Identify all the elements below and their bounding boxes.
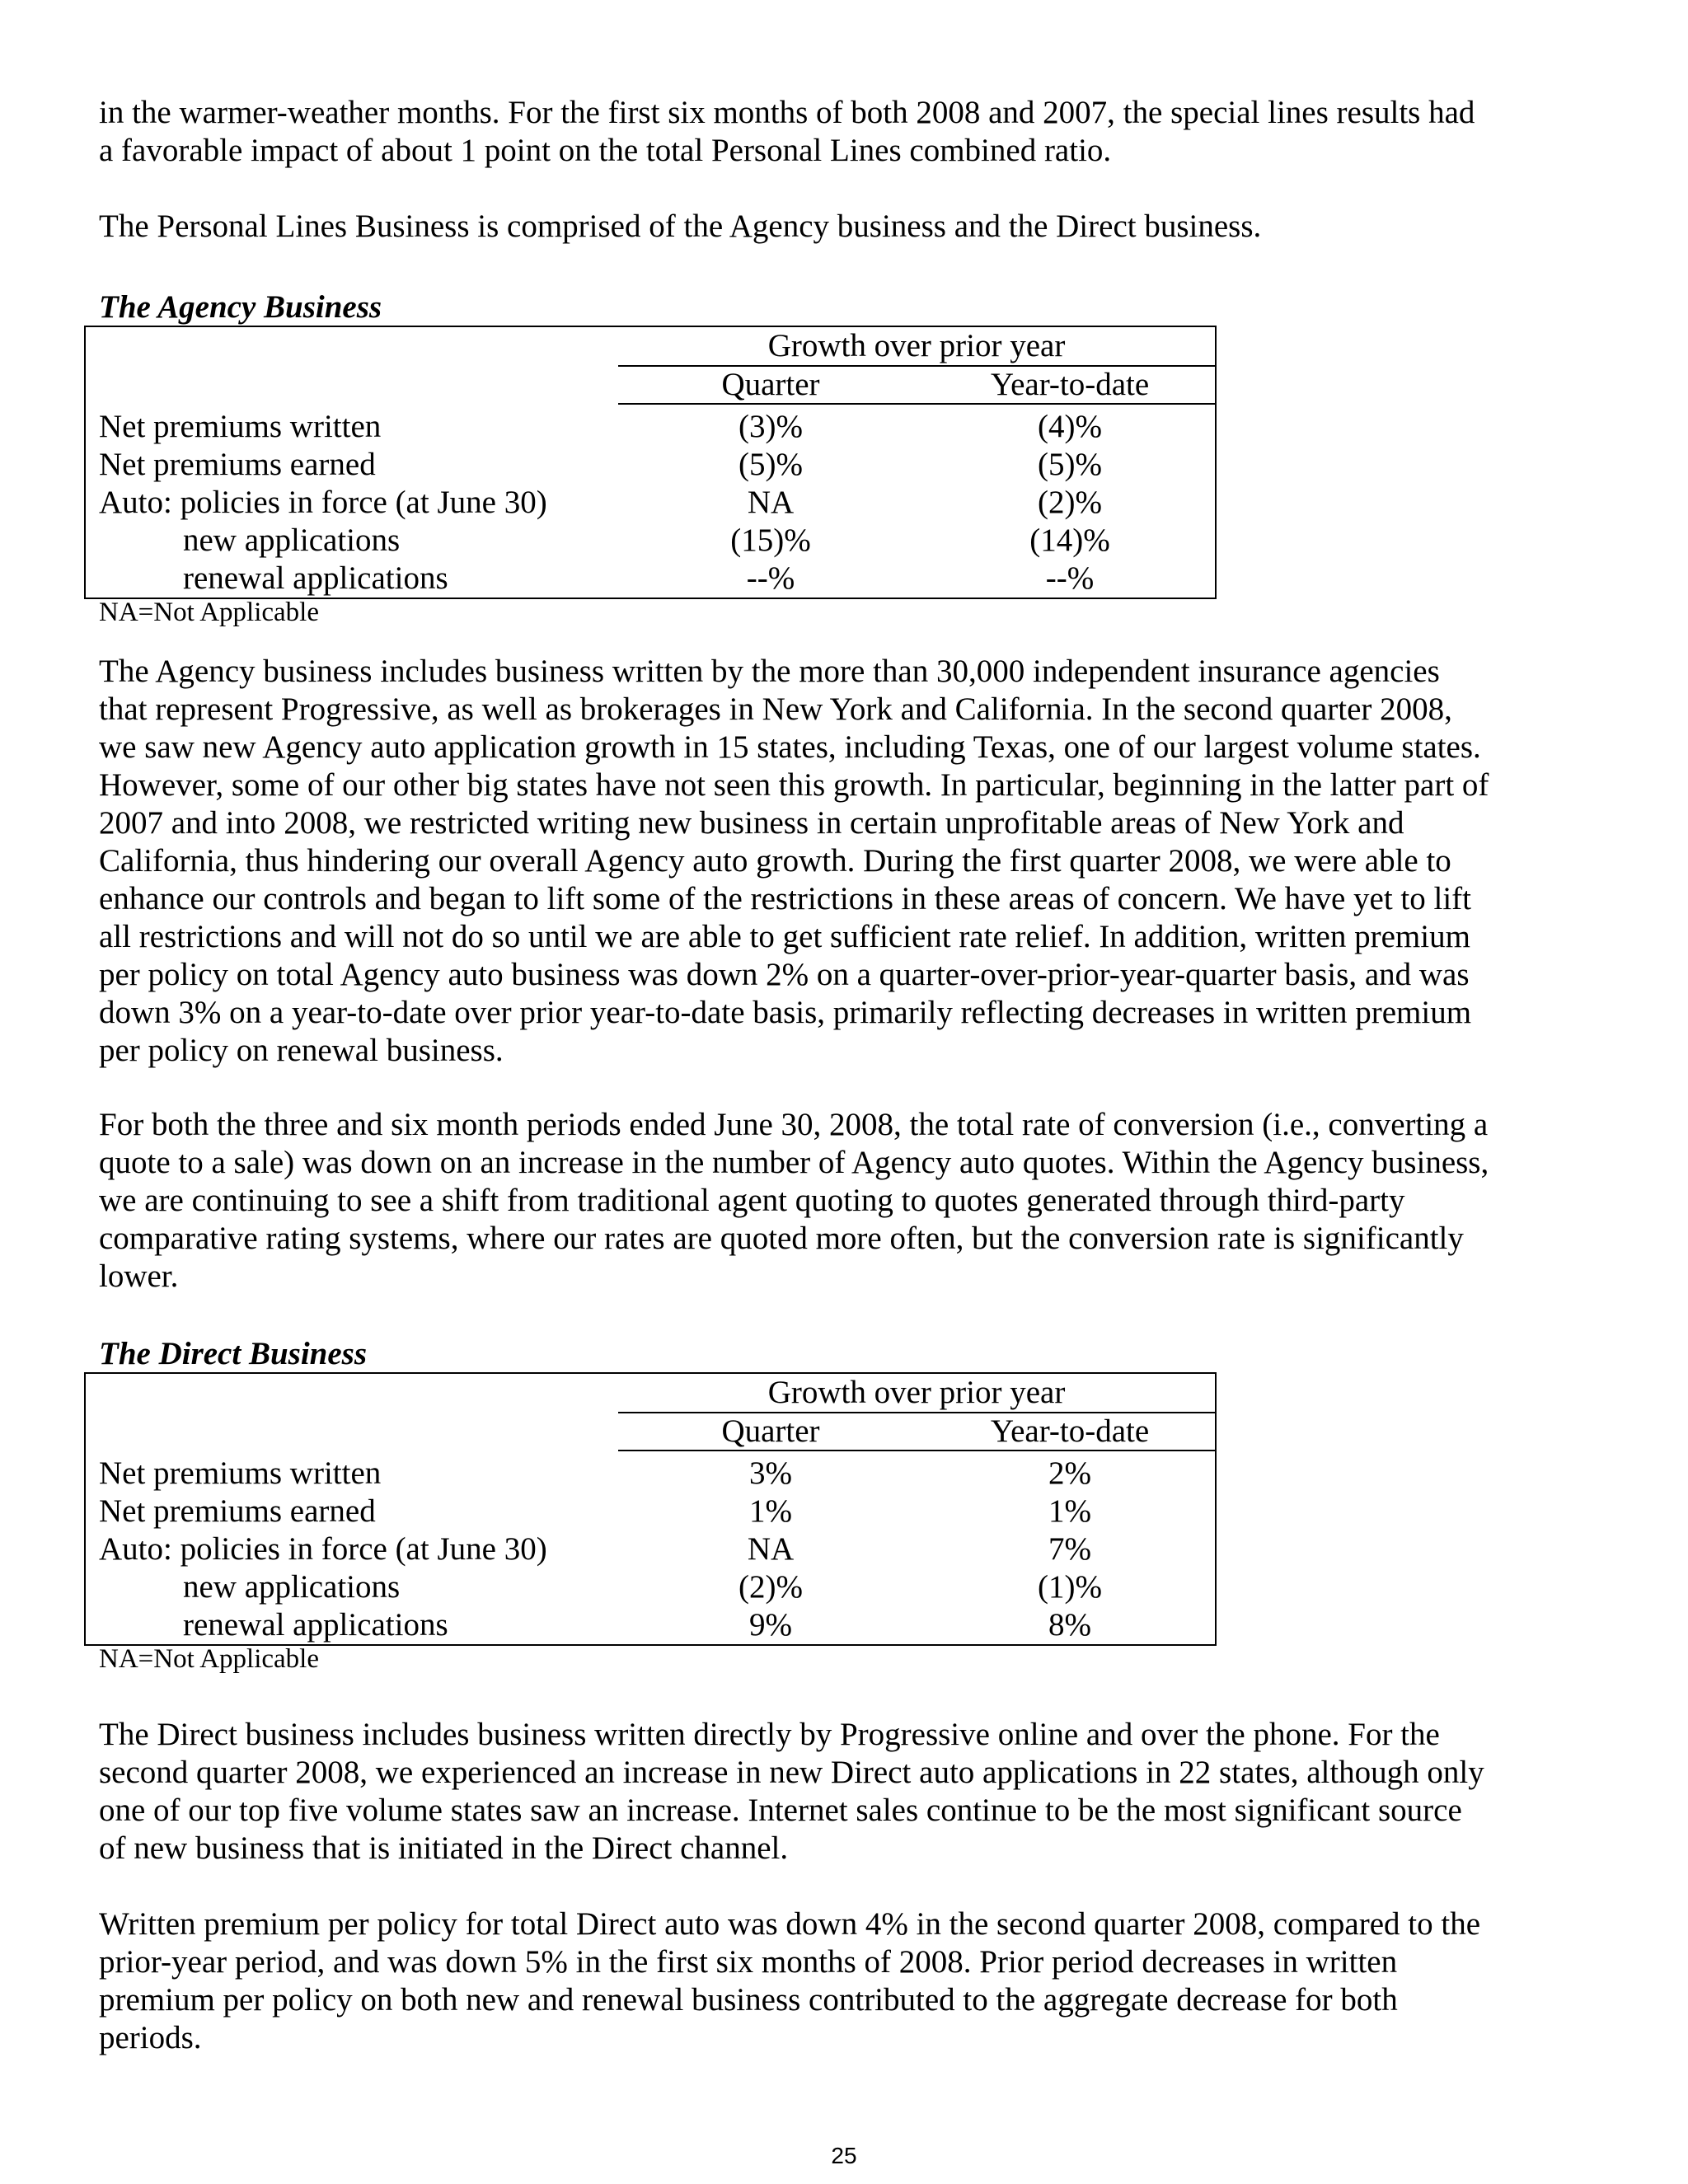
row-label: Net premiums written: [99, 1455, 382, 1491]
quarter-value: (5)%: [738, 447, 803, 482]
table-row: [86, 408, 1215, 446]
table-row: [86, 1493, 1215, 1530]
quarter-value: (15)%: [730, 523, 811, 558]
intro-paragraph-2: The Personal Lines Business is comprised of the Agency business and the Direct business.: [99, 209, 1262, 244]
ytd-value: (5)%: [1038, 447, 1102, 482]
ytd-value: 8%: [1048, 1607, 1091, 1643]
row-label: Auto: policies in force (at June 30): [99, 1531, 547, 1567]
quarter-value: 1%: [749, 1493, 792, 1529]
ytd-value: 2%: [1048, 1455, 1091, 1491]
direct-col-quarter: Quarter: [721, 1413, 820, 1449]
row-label: renewal applications: [183, 1607, 448, 1643]
row-label: Auto: policies in force (at June 30): [99, 485, 547, 520]
agency-group-header: Growth over prior year: [618, 327, 1215, 367]
row-label: Net premiums written: [99, 409, 382, 444]
column-header-rule: [618, 403, 1215, 405]
quarter-value: (3)%: [738, 409, 803, 444]
quarter-value: 9%: [749, 1607, 792, 1643]
quarter-value: --%: [746, 560, 795, 596]
column-header-rule: [618, 1450, 1215, 1451]
direct-heading: The Direct Business: [99, 1336, 368, 1371]
table-row: [86, 522, 1215, 560]
agency-heading: The Agency Business: [99, 289, 382, 325]
row-label: renewal applications: [183, 560, 448, 596]
ytd-value: (2)%: [1038, 485, 1102, 520]
agency-paragraph-2: For both the three and six month periods ended June 30, 2008, the total rate of conversion (i.e., converting a quote to a sale) was down on an increase in the number of Agency auto quotes. Within the Agency business, we are continuing to see a shift from traditional agent quoting to quotes generated through third-party comparative rating systems, where our rates are quoted more often, but the conversion rate is significantly lower.: [99, 1107, 1489, 1294]
row-label: Net premiums earned: [99, 447, 376, 482]
ytd-value: (14)%: [1029, 523, 1110, 558]
row-label: new applications: [183, 523, 401, 558]
quarter-value: 3%: [749, 1455, 792, 1491]
quarter-value: (2)%: [738, 1569, 803, 1605]
direct-paragraph-1: The Direct business includes business written directly by Progressive online and over the phone. For the second quarter 2008, we experienced an increase in new Direct auto applications in 22 states, although only one of our top five volume states saw an increase. Internet sales continue to be the most significant source of new business that is initiated in the Direct channel.: [99, 1717, 1484, 1866]
quarter-value: NA: [747, 485, 795, 520]
table-row: [86, 1606, 1215, 1644]
ytd-value: 7%: [1048, 1531, 1091, 1567]
row-label: new applications: [183, 1569, 401, 1605]
intro-paragraph-1: in the warmer-weather months. For the first six months of both 2008 and 2007, the special lines results had a favorable impact of about 1 point on the total Personal Lines combined ratio.: [99, 95, 1475, 168]
table-row: [86, 1530, 1215, 1568]
direct-note: NA=Not Applicable: [99, 1644, 319, 1674]
agency-paragraph-1: The Agency business includes business written by the more than 30,000 independent insurance agencies that represent Progressive, as well as brokerages in New York and California. In the second quarter 2008, we saw new Agency auto application growth in 15 states, including Texas, one of our largest volume states. However, some of our other big states have not seen this growth. In particular, beginning in the latter part of 2007 and into 2008, we restricted writing new business in certain unprofitable areas of New York and California, thus hindering our overall Agency auto growth. During the first quarter 2008, we were able to enhance our controls and began to lift some of the restrictions in these areas of concern. We have yet to lift all restrictions and will not do so until we are able to get sufficient rate relief. In addition, written premium per policy on total Agency auto business was down 2% on a quarter-over-prior-year-quarter basis, and was down 3% on a year-to-date over prior year-to-date basis, primarily reflecting decreases in written premium per policy on renewal business.: [99, 654, 1489, 1068]
ytd-value: (4)%: [1038, 409, 1102, 444]
agency-col-quarter: Quarter: [721, 367, 820, 402]
agency-col-ytd: Year-to-date: [990, 367, 1150, 402]
direct-col-ytd: Year-to-date: [990, 1413, 1150, 1449]
ytd-value: 1%: [1048, 1493, 1091, 1529]
direct-group-header: Growth over prior year: [618, 1374, 1215, 1413]
quarter-value: NA: [747, 1531, 795, 1567]
agency-table: [84, 326, 1217, 599]
agency-note: NA=Not Applicable: [99, 598, 319, 627]
ytd-value: --%: [1045, 560, 1095, 596]
direct-paragraph-2: Written premium per policy for total Direct auto was down 4% in the second quarter 2008, compared to the prior-year period, and was down 5% in the first six months of 2008. Prior period decreases in written premium per policy on both new and renewal business contributed to the aggregate decrease for both periods.: [99, 1906, 1481, 2055]
table-row: [86, 484, 1215, 522]
row-label: Net premiums earned: [99, 1493, 376, 1529]
table-row: [86, 446, 1215, 484]
table-row: [86, 1455, 1215, 1493]
ytd-value: (1)%: [1038, 1569, 1102, 1605]
page-number: 25: [831, 2143, 857, 2168]
table-row: [86, 1568, 1215, 1606]
direct-table: [84, 1372, 1217, 1646]
table-row: [86, 560, 1215, 598]
